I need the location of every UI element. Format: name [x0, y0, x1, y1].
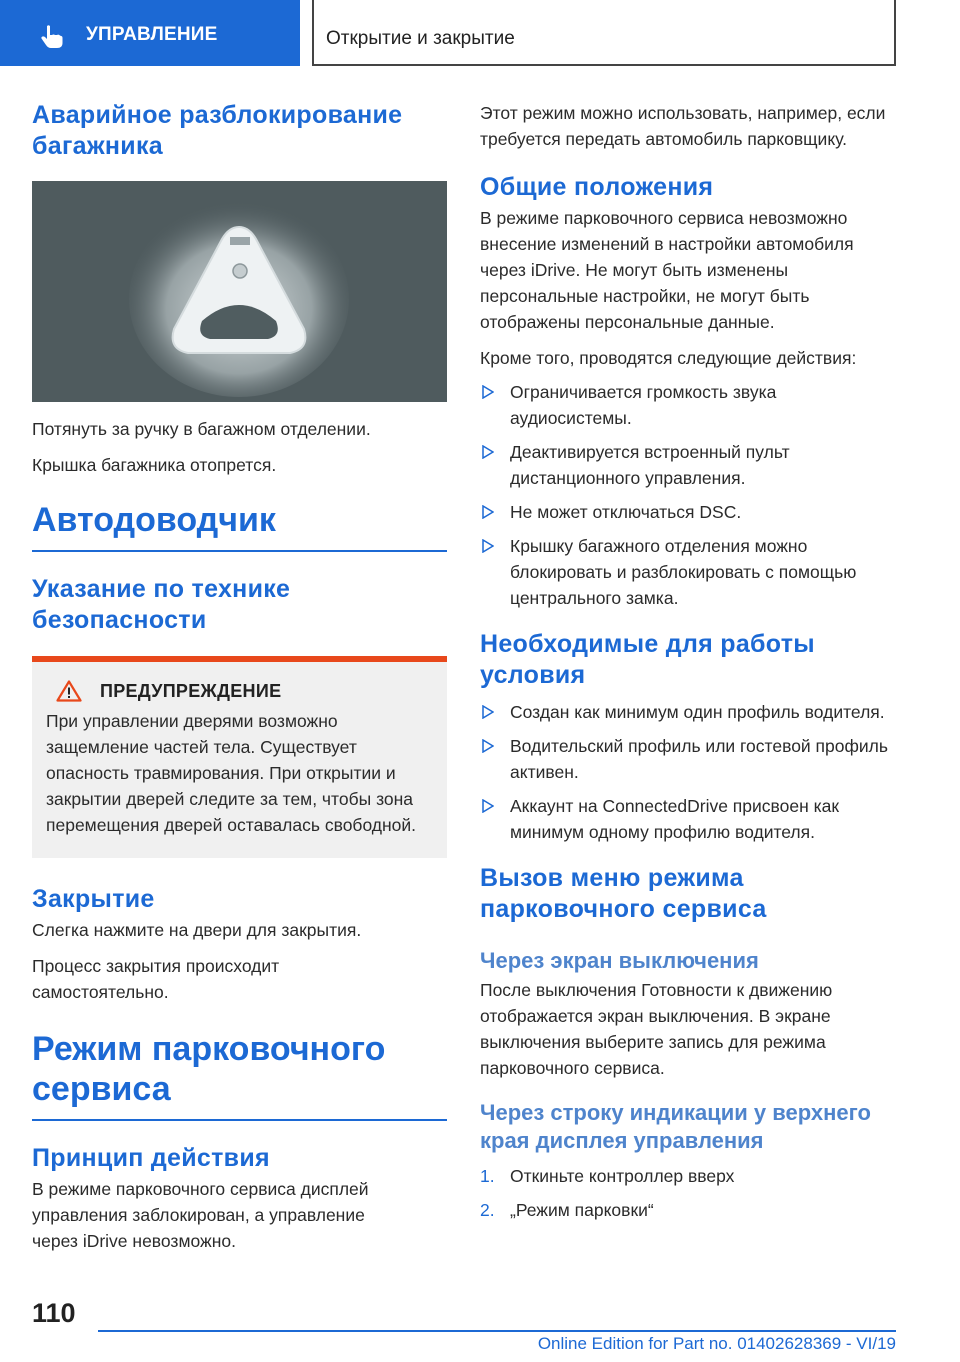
- chapter-autoclose: Автодоводчик: [32, 500, 447, 552]
- step-number: 1.: [480, 1166, 495, 1186]
- list-item: Крышку багажного отделения можно блокировать и разблокировать с помощью центрального замка.: [480, 533, 895, 611]
- list-item: Создан как минимум один профиль водителя.: [480, 699, 895, 725]
- list-item: Не может отключаться DSC.: [480, 499, 895, 525]
- list-item: Аккаунт на ConnectedDrive присвоен как минимум одному профилю водителя.: [480, 793, 895, 845]
- warning-header: [46, 680, 433, 702]
- bullet-triangle-icon: [482, 445, 494, 459]
- footer-edition: Online Edition for Part no. 01402628369 - VI/19: [537, 1334, 896, 1353]
- safety-title: Указание по технике безопасности: [32, 575, 291, 634]
- call-menu-title: Вызов меню режима парковочного сервиса: [480, 864, 767, 923]
- bullet-triangle-icon: [482, 799, 494, 813]
- principle-text: В режиме парковочного сервиса дисплей управления заблокирован, а управление через iDrive невозможно.: [32, 1179, 369, 1251]
- header-section-title: Открытие и закрытие: [326, 28, 515, 49]
- warning-title: ПРЕДУПРЕЖДЕНИЕ: [100, 680, 282, 701]
- via-screen-text: После выключения Готовности к движению отображается экран выключения. В экране выключения выберите запись для режима парковочного сервиса.: [480, 980, 833, 1078]
- list-item: Водительский профиль или гостевой профиль активен.: [480, 733, 895, 785]
- header-tab-label: УПРАВЛЕНИЕ: [86, 24, 218, 45]
- right-column: [480, 100, 895, 1231]
- bullet-triangle-icon: [482, 505, 494, 519]
- photo-caption-1: Потянуть за ручку в багажном отделении.: [32, 419, 371, 439]
- list-item: 1. Откиньте контроллер вверх: [480, 1163, 895, 1189]
- bullet-triangle-icon: [482, 705, 494, 719]
- closing-text-1: Слегка нажмите на двери для закрытия.: [32, 920, 362, 940]
- left-column: [32, 100, 447, 1254]
- hand-pointer-icon: [38, 22, 66, 50]
- warning-text: При управлении дверями возможно защемление частей тела. Существует опасность травмирования. При открытии и закрытии дверей следите за тем, чтобы зона перемещения дверей оставалась свободной.: [46, 711, 417, 835]
- bullet-triangle-icon: [482, 739, 494, 753]
- closing-text-2: Процесс закрытия происходит самостоятельно.: [32, 956, 280, 1002]
- chapter-valet-mode: Режим парковочного сервиса: [32, 1029, 447, 1121]
- page-number: 110: [32, 1298, 76, 1328]
- closing-title: Закрытие: [32, 885, 155, 913]
- photo-caption-2: Крышка багажника отопрется.: [32, 455, 277, 475]
- general-title: Общие положения: [480, 173, 714, 201]
- list-item: 2. „Режим парковки“: [480, 1197, 895, 1223]
- actions-list: [480, 379, 895, 611]
- intro-text: Этот режим можно использовать, например, если требуется передать автомобиль парковщику.: [480, 103, 886, 149]
- conditions-title: Необходимые для работы условия: [480, 630, 815, 689]
- trunk-handle-icon: [32, 181, 447, 402]
- principle-title: Принцип действия: [32, 1144, 270, 1172]
- bullet-triangle-icon: [482, 385, 494, 399]
- conditions-list: [480, 699, 895, 845]
- via-screen-title: Через экран выключения: [480, 948, 759, 973]
- list-item: Ограничивается громкость звука аудиосистемы.: [480, 379, 895, 431]
- bullet-triangle-icon: [482, 539, 494, 553]
- warning-triangle-icon: [56, 680, 82, 702]
- also-text: Кроме того, проводятся следующие действия:: [480, 348, 857, 368]
- emergency-unlock-title: Аварийное разблокирование багажника: [32, 101, 403, 160]
- steps-list: [480, 1163, 895, 1223]
- list-item: Деактивируется встроенный пульт дистанционного управления.: [480, 439, 895, 491]
- general-text: В режиме парковочного сервиса невозможно внесение изменений в настройки автомобиля через iDrive. Не могут быть изменены персональные настройки, не могут быть отображены персональные данные.: [480, 208, 854, 332]
- via-bar-title: Через строку индикации у верхнего края дисплея управления: [480, 1100, 871, 1153]
- header-tab[interactable]: [0, 0, 300, 66]
- step-number: 2.: [480, 1200, 495, 1220]
- trunk-handle-photo: [32, 181, 447, 402]
- warning-box: [32, 656, 447, 858]
- footer-divider: [98, 1330, 896, 1332]
